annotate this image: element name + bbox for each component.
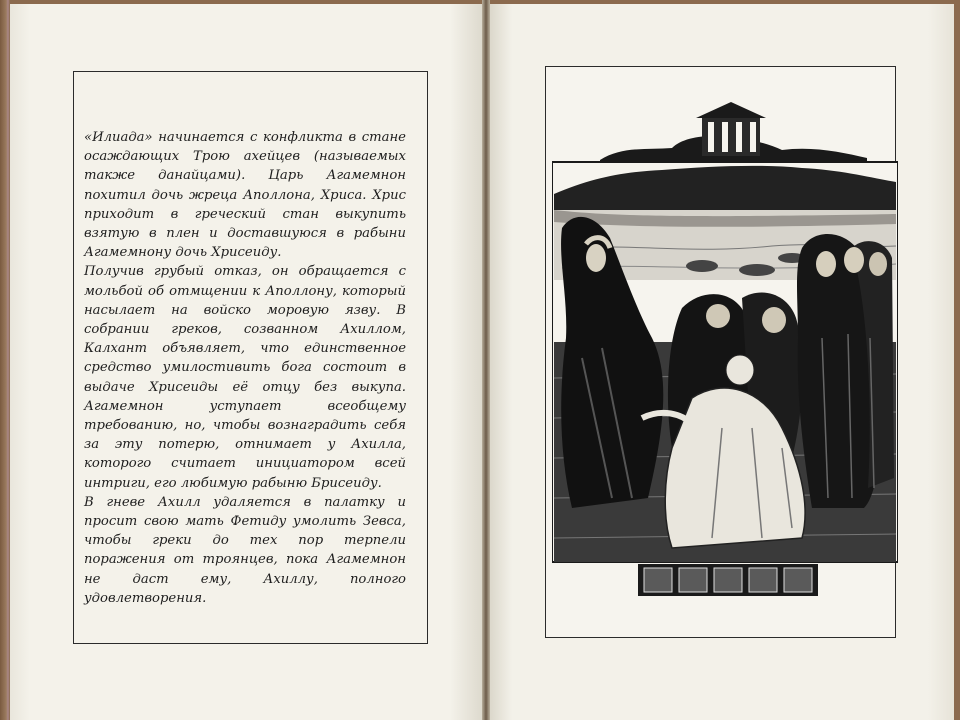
- paragraph-3: В гневе Ахилл удаляется в палатку и просит свою мать Фетиду умолить Зевса, чтобы греки до тех пор терпели поражения от троянцев, пока Агамемнон не даст ему, Ахиллу, полного удовлетворения.: [84, 494, 406, 606]
- paragraph-1: «Илиада» начинается с конфликта в стане осаждающих Трою ахейцев (называемых также данайцами). Царь Агамемнон похитил дочь жреца Аполлона, Хриса. Хрис приходит в греческий стан выкупить взятую в плен и доставшуюся в рабыни Агамемнону дочь Хрисеиду.: [84, 130, 406, 261]
- page-text: [84, 128, 406, 608]
- paragraph-2: Получив грубый отказ, он обращается с мольбой об отмщении к Аполлону, который насылает на войско моровую язву. В собрании греков, созванном Ахиллом, Калхант объявляет, что единственное средство умилостивить бога состоит в выдаче Хрисеиды её отцу без выкупа. Агамемнон уступает всеобщему требованию, но, чтобы вознаградить себя за эту потерю, отнимает у Ахилла, которого считает инициатором всей интриги, его любимую рабыню Брисеиду.: [84, 264, 406, 491]
- book-gutter: [482, 0, 490, 720]
- figure-women-right: [797, 234, 894, 508]
- temple-vignette: [600, 102, 867, 162]
- decorative-panel-strip: [638, 564, 818, 596]
- engraving-illustration: [552, 98, 898, 598]
